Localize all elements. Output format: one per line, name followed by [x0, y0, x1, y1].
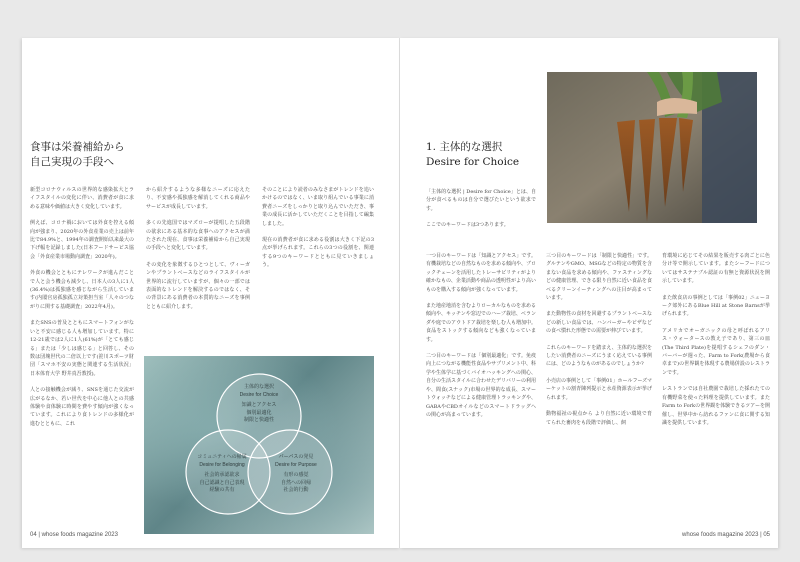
- paragraph: また地産地消を含むよりローカルなものを求める傾向や、キッチンや窓辺でのハーブ栽培、ベランダや庭でのアウトドア栽培を楽しむ人も増加中。食品をストックする傾向なども強くなっています。: [426, 303, 536, 343]
- paragraph: ここでのキーワードは3つあります。: [426, 222, 509, 229]
- paragraph: 例えば、コロナ禍においては外食を控える傾向が強まり、2020年の外食産業の売上は前年比で84.9%と、1994年の調査開始以来最大の下げ幅を記録しました(日本フードサービス協会「外食産業市場動向調査」2020年)。: [30, 220, 134, 260]
- paragraph: また動物性の食材を回避するプラントベースなどの新しい食品では、ハンバーガーやビザなどの食べ慣れた形態での需要が伸びています。: [546, 311, 652, 335]
- paragraph: 三つ目のキーワードは「制限と快適性」です。グルテンやGMO、MSGなどの特定の物質を含まない食品を求める傾向や、ファスティングなどの健康管理、できる限り自然に近い食品を食べるクリーンイーティングへの注目が高まっています。: [546, 253, 652, 302]
- purpose-circle-label: パーパスの発見 Desire for Purpose 有形の感覚 自然への回帰 社会的行動: [275, 454, 317, 493]
- section-heading: [426, 140, 519, 170]
- heading-line-2: 自己実現の手段へ: [30, 156, 114, 168]
- heading-line-1: 食事は栄養補給から: [30, 141, 125, 153]
- paragraph: 育環境に応じてその結果を販売する肉ごとに色分け等で開示しています。またシーフードについてはサステナブル認証の有無と資源状況を開示しています。: [662, 253, 770, 285]
- paragraph: 現在の消費者が食に求める役割は大きく下記の3点が挙げられます。これらの3つの役割を、関連する9つのキーワードとともに見ていきましょう。: [262, 237, 374, 269]
- paragraph: またSNSの普及とともにスマートフォンがないと不安に感じる人も増加しています。特に12-21歳では2人に1人(61%)が「とても感じる」または「少しは感じる」と回答し、その数は団塊世代の二倍以上です(笹川スポーツ財団「スマホ不安の実態と関連する生活状況」日本体育大学 野井真吾教授)。: [30, 320, 134, 377]
- left-column-1: [30, 186, 134, 436]
- paragraph: これらのキーワードを踏まえ、主体的な選択をしたい消費者のニーズにうまく応えている事例には、どのようなものがあるのでしょうか?: [546, 344, 652, 368]
- paragraph: 「主体的な選択 | Desire for Choice」とは、自分が食べるものは自分で選びたいという欲求です。: [426, 189, 536, 212]
- carrots-photo: [547, 72, 757, 223]
- heading-line-1: 1. 主体的な選択: [426, 141, 503, 153]
- paragraph: から紹介するような多様なニーズに応えたり、不安感や孤独感を解消してくれる商品やサービスが成長しています。: [146, 187, 250, 210]
- paragraph: 外食の機会とともにテレワークが進んだことで人と会う機会も減少し、日本人の3人に1人(36.4%)は孤独感を感じながら生活しています(内閣官房孤独孤立対策担当室「人々のつながりに関する基礎調査」2022年4月)。: [30, 270, 134, 310]
- paragraph: 一つ目のキーワードは「知識とアクセス」です。有機栽培などの自然なものを求める傾向や、ブロックチェーンを活用したトレーサビリティがより確かなもの、企業活動や商品の透明性がより高いものを購入する傾向が強くなっています。: [426, 253, 536, 293]
- belonging-circle-label: コミュニティへの帰属 Desire for Belonging 社会的承認欲求 自己認識と自己表現 経験の共有: [197, 454, 247, 493]
- choice-circle-label: 主体的な選択 Desire for Choice 知識とアクセス 個別最適化 制限と快適性: [239, 384, 279, 423]
- intro-text: [426, 188, 536, 238]
- paragraph: また飲食店の事例としては「事例02」ニューヨーク郊外にあるBlue Hill at Stone Barnsが挙げられます。: [662, 294, 770, 318]
- paragraph: 小売店の事例として「事例01」ホールフーズマーケットの割青陳列提示と水産資源表示が挙げられます。: [546, 377, 652, 401]
- page-footer: 04 | whose foods magazine 2023: [30, 532, 118, 538]
- paragraph: 二つ目のキーワードは「個別最適化」です。免疫向上につながる機能性食品やサプリメント中、科学や生体学に基づくバイオハッキングへの関心、自分の生活スタイルに合わせたデリバリーの利用や、間食(スナック)市場の世界的な成長、スマートウォッチなどによる健康管理トラッキングや、GABAやCBDオイルなどのスマートドラッグへの関心が高まっています。: [426, 353, 536, 418]
- left-page: [22, 38, 400, 548]
- page-heading: [30, 140, 125, 170]
- page-footer: whose foods magazine 2023 | 05: [682, 532, 770, 538]
- heading-line-2: Desire for Choice: [426, 156, 520, 168]
- right-column-2: [546, 252, 652, 435]
- paragraph: 動物福祉の視点から より自然に近い環境で育てられた畜肉をも段階で評価し、飼: [546, 411, 652, 426]
- paragraph: そのことにより読者のみなさまがトレンドを追いかけるのではなく、いま取り組んでいる事業に消費者ニーズをしっかりと取り込んでいただき、事業の成長に活かしていただくことを目指して編集しました。: [262, 187, 374, 227]
- left-column-2: [146, 186, 250, 319]
- paragraph: その変化を象徴するひとつとして、ヴィーガンやプラントベースなどのライフスタイルが世界的に流行していますが、個々の一部では表面的なトレンドを解決するのではなく、その背景にある消費者の本質的なニーズを事例とともに紹介します。: [146, 261, 250, 310]
- venn-circles: [144, 356, 374, 534]
- left-column-3: [262, 186, 374, 278]
- paragraph: 人との接触機会が減り、SNSを通じた交流が広がるなか、若い世代を中心に他人との共感体験や食体験に時間を費やす傾向が強くなっています。これにより食トレンドの多様化が進むとともに、これ: [30, 387, 134, 427]
- paragraph: 多くの先進国ではマズローが提唱した五段階の欲求にある基本的な食事へのアクセスが満たされた現在、食事は栄養補給から自己実現の手段へと変化しています。: [146, 220, 250, 252]
- carrots-illustration: [547, 72, 757, 223]
- paragraph: アメリカでオーガニックの母と呼ばれるアリス・ウォータースの教え子であり、第三の皿(The Third Plate)を提唱するシェフのダン・バーバーが週った、Farm to Fork(農場から食卓まで)の世界観を体現する農場併設のレストランです。: [662, 327, 770, 376]
- three-desires-diagram: [144, 356, 374, 534]
- right-column-1: [426, 252, 536, 427]
- paragraph: レストランでは自社農園で栽培した採れたての有機野菜を使った料理を提供しています。またFarm to Forkの世界観を体験できるツアーを開催し、世界中から訪れるファンに食に関する知識を提供しています。: [662, 386, 770, 426]
- right-page: [400, 38, 778, 548]
- paragraph: 新型コロナウィルスの世界的な感染拡大とライフスタイルの変化に伴い、消費者が食に求める意味や価値は大きく変化しています。: [30, 187, 134, 210]
- right-column-3: [662, 252, 770, 435]
